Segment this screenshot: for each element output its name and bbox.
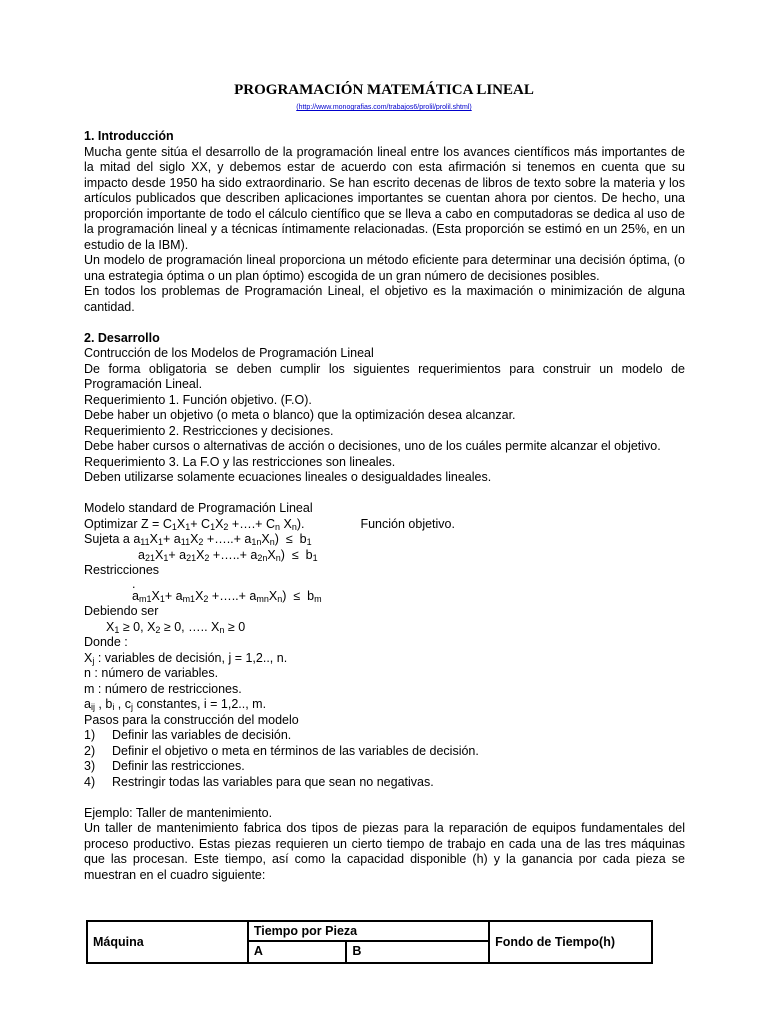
objective-function: Optimizar $Z = C_1X_1+ C_1X_2$ +….+ $C_n$ $X_n$). Función objetivo. (84, 516, 455, 532)
dev-line: Debe haber un objetivo (o meta o blanco) que la optimización desea alcanzar. (84, 408, 516, 422)
example-paragraph: Un taller de mantenimiento fabrica dos tipos de piezas para la reparación de equipos fundamentales del proceso productivo. Estas piezas requieren un cierto tiempo de trabajo en cada una de las tres máquinas que las procesan. Este tiempo, así como la capacidad disponible (h) y la ganancia por cada pieza se muestran en el cuadro siguiente: (84, 821, 685, 882)
header-fondo-tiempo: Fondo de Tiempo(h) (489, 921, 652, 963)
example-heading: Ejemplo: Taller de mantenimiento. (84, 805, 273, 820)
intro-paragraph-3: En todos los problemas de Programación Lineal, el objetivo es la maximación o minimización de alguna cantidad. (84, 284, 685, 314)
header-col-a: A (248, 941, 347, 963)
ellipsis-dot: . (132, 576, 136, 591)
document-body (84, 129, 685, 883)
header-col-b: B (346, 941, 489, 963)
dev-line: De forma obligatoria se deben cumplir los siguientes requerimientos para construir un modelo de Programación Lineal. (84, 361, 685, 391)
list-item: 2) Definir el objetivo o meta en términos de las variables de decisión. (84, 743, 479, 758)
header-maquina: Máquina (87, 921, 248, 963)
header-tiempo-por-pieza: Tiempo por Pieza (248, 921, 489, 941)
definition-a: $a_{ij}$ , $b_i$ , $c_j$ constantes, i = 1,2.., m. (84, 697, 267, 712)
nonnegativity: $X_1 \ge 0$, $X_2 \ge 0$, ….. $X_n \ge 0$ (106, 619, 246, 635)
constraint-2: $a_{21}X_1+ a_{21}X_2$ +…..+ $a_{2n}X_n) \le b_1$ (138, 547, 318, 563)
dev-line: Deben utilizarse solamente ecuaciones lineales o desigualdades lineales. (84, 470, 492, 484)
dev-line: Contrucción de los Modelos de Programación Lineal (84, 346, 374, 360)
debiendo-label: Debiendo ser (84, 604, 159, 618)
definition-m: m : número de restricciones. (84, 681, 242, 696)
objective-function-label: Función objetivo. (360, 516, 455, 531)
dev-line: Requerimiento 3. La F.O y las restricciones son lineales. (84, 454, 396, 469)
list-item: 1) Definir las variables de decisión. (84, 728, 292, 742)
definition-a-text: constantes, i = 1,2.., m. (136, 697, 267, 711)
definition-x: $X_j$ : variables de decisión, j = 1,2.., n. (84, 650, 288, 666)
source-url (0, 104, 768, 111)
dev-line: Debe haber cursos o alternativas de acción o decisiones, uno de los cuáles permite alcanzar el objetivo. (84, 439, 661, 453)
intro-paragraph-2: Un modelo de programación lineal proporciona un método eficiente para determinar una decisión óptima, (o una estrategia óptima o un plan óptimo) escogida de un gran número de decisiones posibles. (84, 253, 685, 283)
dev-line: Requerimiento 2. Restricciones y decisiones. (84, 423, 334, 438)
pasos-heading: Pasos para la construcción del modelo (84, 712, 299, 727)
list-item: 3) Definir las restricciones. (84, 759, 245, 773)
definition-n: n : número de variables. (84, 666, 219, 680)
intro-paragraph-1: Mucha gente sitúa el desarrollo de la programación lineal entre los avances científicos más importantes de la mitad del siglo XX, y debemos estar de acuerdo con esta afirmación si tenemos en cuenta que su impacto desde 1950 ha sido extraordinario. Se han escrito decenas de libros de texto sobre la materia y los artículos publicados que describen aplicaciones importantes se cuentan ahora por cientos. De hecho, una proporción importante de todo el cálculo científico que se lleva a cabo en computadoras se dedica al uso de la programación lineal y a técnicas íntimamente relacionadas. (Esta proporción se estimó en un 25%, en un estudio de la IBM). (84, 144, 685, 252)
model-heading: Modelo standard de Programación Lineal (84, 501, 313, 515)
section-heading-introduccion: 1. Introducción (84, 129, 174, 143)
dev-line: Requerimiento 1. Función objetivo. (F.O). (84, 392, 312, 407)
section-heading-desarrollo: 2. Desarrollo (84, 330, 160, 345)
constraint-1: Sujeta a $a_{11}X_1+ a_{11}X_2$ +…..+ $a_{1n}X_n) \le b_1$ (84, 532, 312, 547)
restricciones-label: Restricciones (84, 563, 160, 577)
source-link[interactable]: (http://www.monografias.com/trabajos6/prolil/prolil.shtml) (296, 104, 472, 111)
steps-list (84, 728, 685, 790)
list-item: 4) Restringir todas las variables para que sean no negativas. (84, 774, 434, 789)
document-title: PROGRAMACIÓN MATEMÁTICA LINEAL (234, 82, 534, 98)
constraint-m: $a_{m1}X_1+ a_{m1}X_2$ +…..+ $a_{mn}X_n) \le b_m$ (132, 588, 322, 604)
donde-label: Donde : (84, 635, 128, 649)
definition-x-text: : variables de decisión, j = 1,2.., n. (97, 650, 288, 665)
machine-time-table (86, 920, 653, 964)
